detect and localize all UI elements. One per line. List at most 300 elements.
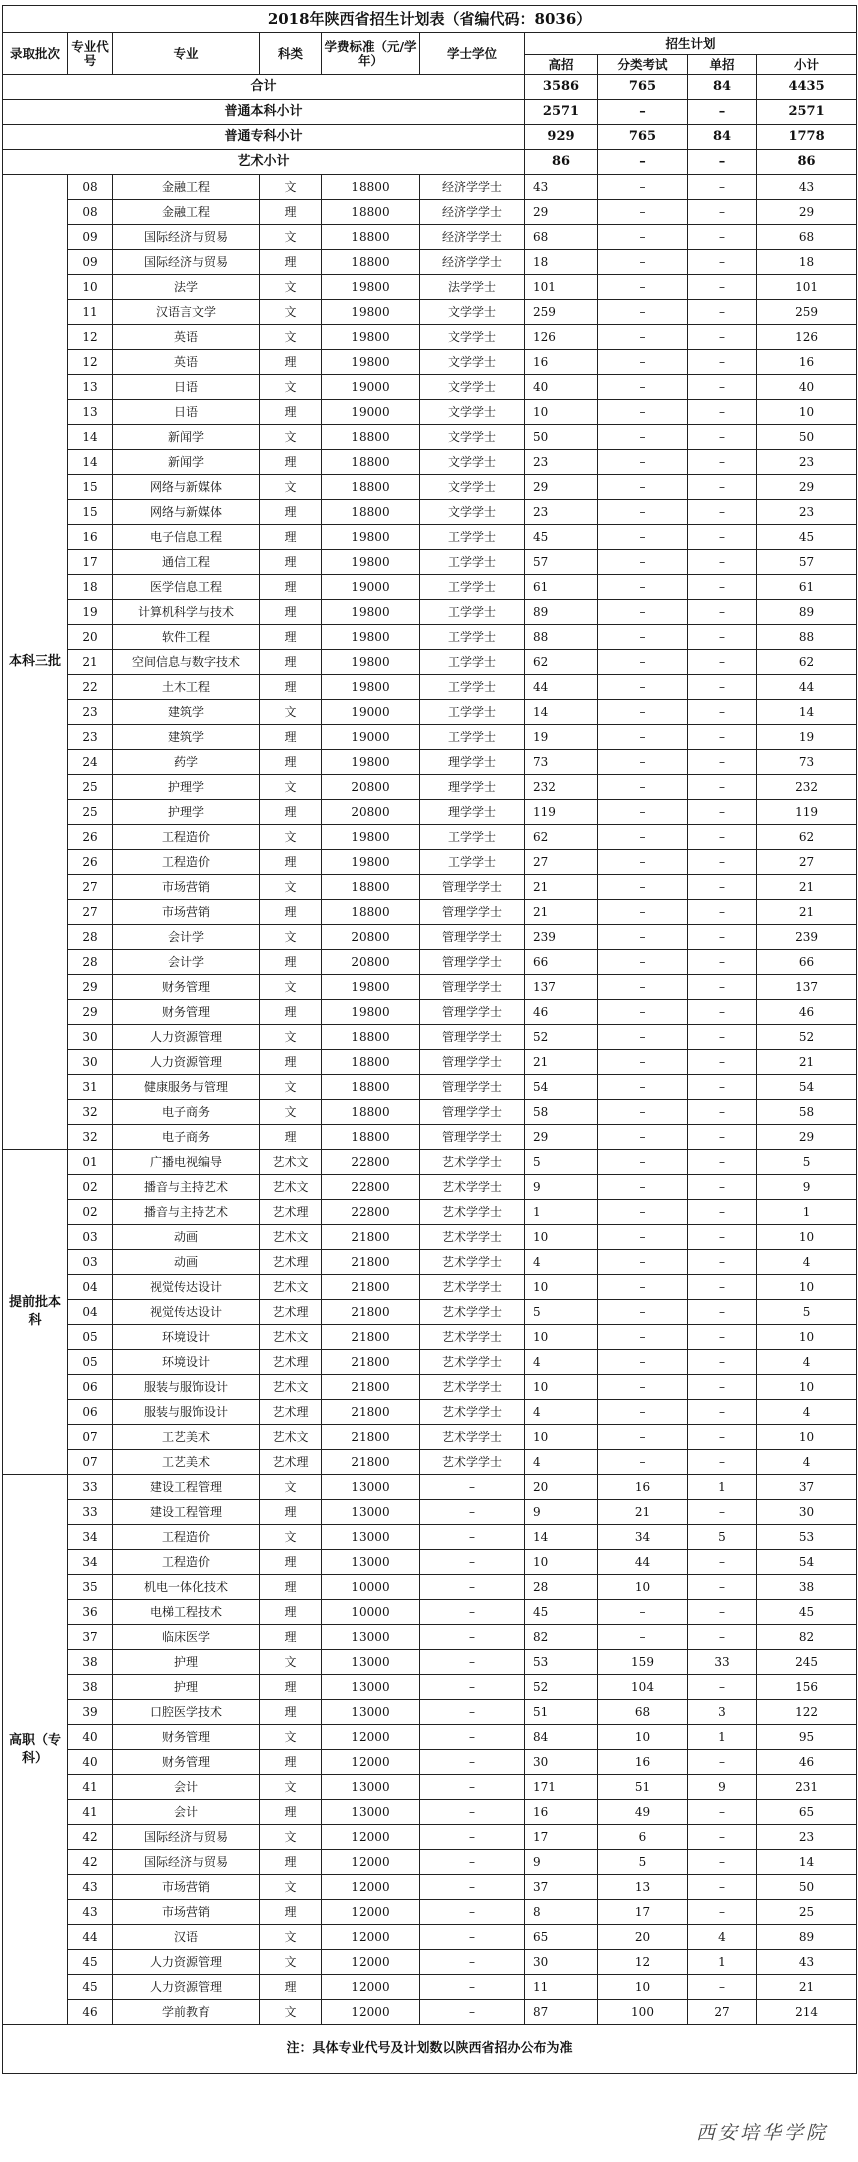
cell-fenlei: –	[598, 875, 688, 900]
table-row	[3, 950, 857, 975]
cell-fenlei: –	[598, 300, 688, 325]
cell-fenlei: –	[598, 1200, 688, 1225]
cell-gaozhao: 10	[525, 1275, 598, 1300]
cell-danzhao: –	[688, 825, 757, 850]
table-row	[3, 925, 857, 950]
table-row	[3, 1450, 857, 1475]
cell-danzhao: 3	[688, 1700, 757, 1725]
cell-subject: 理	[260, 500, 322, 525]
cell-gaozhao: 87	[525, 2000, 598, 2025]
cell-xiaoji: 62	[757, 650, 857, 675]
cell-fenlei: –	[598, 1025, 688, 1050]
cell-code: 05	[68, 1350, 113, 1375]
cell-major: 建筑学	[113, 725, 260, 750]
cell-danzhao: –	[688, 925, 757, 950]
cell-major: 市场营销	[113, 1900, 260, 1925]
cell-subject: 文	[260, 1775, 322, 1800]
table-row	[3, 1600, 857, 1625]
cell-fee: 12000	[322, 1900, 420, 1925]
cell-danzhao: –	[688, 575, 757, 600]
cell-degree: 经济学学士	[420, 200, 525, 225]
cell-degree: 管理学学士	[420, 1075, 525, 1100]
batch-cell: 提前批本科	[3, 1150, 68, 1475]
cell-fee: 21800	[322, 1425, 420, 1450]
cell-subject: 文	[260, 2000, 322, 2025]
cell-gaozhao: 5	[525, 1300, 598, 1325]
cell-xiaoji: 245	[757, 1650, 857, 1675]
header-degree: 学士学位	[420, 33, 525, 75]
summary-fenlei: –	[598, 100, 688, 125]
cell-subject: 文	[260, 700, 322, 725]
cell-fee: 21800	[322, 1350, 420, 1375]
cell-danzhao: –	[688, 750, 757, 775]
cell-gaozhao: 4	[525, 1250, 598, 1275]
cell-gaozhao: 45	[525, 1600, 598, 1625]
cell-subject: 理	[260, 1975, 322, 2000]
summary-gaozhao: 929	[525, 125, 598, 150]
cell-major: 口腔医学技术	[113, 1700, 260, 1725]
cell-degree: 工学学士	[420, 650, 525, 675]
cell-major: 建设工程管理	[113, 1500, 260, 1525]
summary-row	[3, 150, 857, 175]
cell-fenlei: –	[598, 500, 688, 525]
cell-code: 24	[68, 750, 113, 775]
cell-fenlei: –	[598, 1300, 688, 1325]
table-row	[3, 1350, 857, 1375]
cell-major: 学前教育	[113, 2000, 260, 2025]
cell-fee: 19800	[322, 650, 420, 675]
cell-subject: 文	[260, 1075, 322, 1100]
cell-code: 33	[68, 1500, 113, 1525]
cell-xiaoji: 89	[757, 1925, 857, 1950]
cell-code: 32	[68, 1100, 113, 1125]
cell-fenlei: –	[598, 675, 688, 700]
cell-gaozhao: 18	[525, 250, 598, 275]
cell-degree: 经济学学士	[420, 225, 525, 250]
cell-degree: 管理学学士	[420, 925, 525, 950]
cell-danzhao: –	[688, 1075, 757, 1100]
cell-subject: 艺术理	[260, 1450, 322, 1475]
cell-code: 38	[68, 1650, 113, 1675]
cell-fee: 12000	[322, 1850, 420, 1875]
cell-subject: 理	[260, 250, 322, 275]
cell-gaozhao: 62	[525, 650, 598, 675]
cell-xiaoji: 5	[757, 1300, 857, 1325]
cell-major: 广播电视编导	[113, 1150, 260, 1175]
cell-subject: 理	[260, 1750, 322, 1775]
cell-degree: –	[420, 1925, 525, 1950]
table-row	[3, 425, 857, 450]
cell-degree: –	[420, 1650, 525, 1675]
cell-gaozhao: 43	[525, 175, 598, 200]
cell-fee: 19800	[322, 975, 420, 1000]
cell-major: 电梯工程技术	[113, 1600, 260, 1625]
cell-danzhao: –	[688, 1300, 757, 1325]
cell-code: 45	[68, 1975, 113, 2000]
cell-danzhao: –	[688, 1975, 757, 2000]
table-row	[3, 400, 857, 425]
table-row	[3, 1325, 857, 1350]
cell-degree: 文学学士	[420, 350, 525, 375]
cell-fee: 21800	[322, 1325, 420, 1350]
cell-fee: 13000	[322, 1550, 420, 1575]
cell-fenlei: –	[598, 600, 688, 625]
cell-major: 财务管理	[113, 1000, 260, 1025]
cell-degree: –	[420, 1725, 525, 1750]
table-row	[3, 1525, 857, 1550]
cell-code: 09	[68, 250, 113, 275]
cell-subject: 文	[260, 875, 322, 900]
cell-subject: 文	[260, 825, 322, 850]
cell-major: 护理学	[113, 800, 260, 825]
cell-gaozhao: 57	[525, 550, 598, 575]
cell-fee: 19800	[322, 550, 420, 575]
cell-fenlei: –	[598, 575, 688, 600]
cell-danzhao: –	[688, 425, 757, 450]
cell-subject: 文	[260, 775, 322, 800]
cell-code: 02	[68, 1175, 113, 1200]
cell-xiaoji: 44	[757, 675, 857, 700]
cell-major: 药学	[113, 750, 260, 775]
cell-xiaoji: 4	[757, 1400, 857, 1425]
cell-code: 01	[68, 1150, 113, 1175]
table-row	[3, 375, 857, 400]
cell-danzhao: –	[688, 1200, 757, 1225]
cell-danzhao: –	[688, 1375, 757, 1400]
cell-major: 电子商务	[113, 1100, 260, 1125]
cell-fenlei: –	[598, 1275, 688, 1300]
cell-degree: 经济学学士	[420, 175, 525, 200]
table-row	[3, 1150, 857, 1175]
cell-danzhao: –	[688, 550, 757, 575]
cell-fee: 19800	[322, 675, 420, 700]
cell-danzhao: –	[688, 450, 757, 475]
table-row	[3, 2000, 857, 2025]
cell-fee: 19800	[322, 350, 420, 375]
cell-xiaoji: 61	[757, 575, 857, 600]
cell-gaozhao: 4	[525, 1450, 598, 1475]
cell-xiaoji: 10	[757, 1275, 857, 1300]
cell-danzhao: 1	[688, 1475, 757, 1500]
cell-danzhao: –	[688, 1425, 757, 1450]
cell-fee: 21800	[322, 1400, 420, 1425]
cell-subject: 文	[260, 325, 322, 350]
cell-code: 12	[68, 325, 113, 350]
header-subject: 科类	[260, 33, 322, 75]
cell-fee: 22800	[322, 1175, 420, 1200]
cell-degree: 艺术学学士	[420, 1150, 525, 1175]
header-danzhao: 单招	[688, 55, 757, 75]
cell-subject: 理	[260, 800, 322, 825]
cell-degree: 工学学士	[420, 700, 525, 725]
cell-subject: 理	[260, 900, 322, 925]
table-row	[3, 650, 857, 675]
cell-degree: 管理学学士	[420, 900, 525, 925]
table-row	[3, 1250, 857, 1275]
table-row	[3, 625, 857, 650]
cell-gaozhao: 29	[525, 200, 598, 225]
cell-gaozhao: 14	[525, 1525, 598, 1550]
cell-fenlei: –	[598, 225, 688, 250]
cell-xiaoji: 43	[757, 175, 857, 200]
cell-fee: 19800	[322, 850, 420, 875]
cell-subject: 理	[260, 1575, 322, 1600]
cell-danzhao: 4	[688, 1925, 757, 1950]
cell-code: 29	[68, 975, 113, 1000]
cell-danzhao: –	[688, 1900, 757, 1925]
cell-fenlei: –	[598, 1225, 688, 1250]
cell-xiaoji: 54	[757, 1550, 857, 1575]
cell-major: 电子信息工程	[113, 525, 260, 550]
cell-code: 23	[68, 700, 113, 725]
cell-danzhao: –	[688, 175, 757, 200]
table-row	[3, 1625, 857, 1650]
summary-label: 合计	[3, 75, 525, 100]
cell-gaozhao: 11	[525, 1975, 598, 2000]
cell-major: 服装与服饰设计	[113, 1375, 260, 1400]
cell-gaozhao: 30	[525, 1950, 598, 1975]
cell-subject: 理	[260, 1550, 322, 1575]
header-fenlei: 分类考试	[598, 55, 688, 75]
cell-xiaoji: 239	[757, 925, 857, 950]
cell-major: 护理	[113, 1650, 260, 1675]
cell-degree: 管理学学士	[420, 1000, 525, 1025]
table-row	[3, 1375, 857, 1400]
cell-danzhao: –	[688, 1100, 757, 1125]
cell-major: 临床医学	[113, 1625, 260, 1650]
cell-major: 播音与主持艺术	[113, 1200, 260, 1225]
cell-xiaoji: 38	[757, 1575, 857, 1600]
enrollment-plan-table	[2, 5, 857, 2074]
cell-fee: 21800	[322, 1300, 420, 1325]
cell-fee: 10000	[322, 1600, 420, 1625]
cell-xiaoji: 18	[757, 250, 857, 275]
cell-danzhao: –	[688, 1825, 757, 1850]
cell-degree: 工学学士	[420, 825, 525, 850]
cell-code: 15	[68, 500, 113, 525]
cell-fee: 22800	[322, 1200, 420, 1225]
summary-row	[3, 100, 857, 125]
cell-degree: 管理学学士	[420, 875, 525, 900]
cell-xiaoji: 58	[757, 1100, 857, 1125]
cell-code: 43	[68, 1875, 113, 1900]
cell-gaozhao: 21	[525, 1050, 598, 1075]
cell-degree: 文学学士	[420, 300, 525, 325]
cell-fenlei: –	[598, 625, 688, 650]
cell-xiaoji: 21	[757, 875, 857, 900]
cell-fenlei: –	[598, 275, 688, 300]
cell-fenlei: 51	[598, 1775, 688, 1800]
cell-code: 46	[68, 2000, 113, 2025]
header-gaozhao: 高招	[525, 55, 598, 75]
cell-degree: 艺术学学士	[420, 1400, 525, 1425]
cell-code: 22	[68, 675, 113, 700]
cell-code: 26	[68, 825, 113, 850]
cell-xiaoji: 25	[757, 1900, 857, 1925]
cell-major: 会计学	[113, 925, 260, 950]
cell-degree: 文学学士	[420, 400, 525, 425]
table-row	[3, 1900, 857, 1925]
cell-fee: 21800	[322, 1225, 420, 1250]
cell-degree: –	[420, 1625, 525, 1650]
cell-fee: 13000	[322, 1700, 420, 1725]
cell-major: 新闻学	[113, 425, 260, 450]
cell-fenlei: 10	[598, 1975, 688, 2000]
cell-fee: 12000	[322, 1950, 420, 1975]
cell-degree: –	[420, 1475, 525, 1500]
cell-code: 28	[68, 925, 113, 950]
cell-code: 09	[68, 225, 113, 250]
cell-danzhao: –	[688, 1000, 757, 1025]
cell-subject: 理	[260, 625, 322, 650]
cell-xiaoji: 45	[757, 1600, 857, 1625]
cell-fee: 18800	[322, 475, 420, 500]
cell-gaozhao: 232	[525, 775, 598, 800]
cell-danzhao: 1	[688, 1725, 757, 1750]
cell-fee: 19000	[322, 400, 420, 425]
cell-xiaoji: 231	[757, 1775, 857, 1800]
school-watermark: 西安培华学院	[696, 2122, 829, 2144]
cell-subject: 理	[260, 1600, 322, 1625]
table-row	[3, 1550, 857, 1575]
cell-fenlei: 6	[598, 1825, 688, 1850]
cell-fee: 13000	[322, 1525, 420, 1550]
cell-major: 视觉传达设计	[113, 1300, 260, 1325]
cell-degree: 经济学学士	[420, 250, 525, 275]
cell-major: 软件工程	[113, 625, 260, 650]
cell-degree: 工学学士	[420, 625, 525, 650]
table-row	[3, 325, 857, 350]
cell-gaozhao: 16	[525, 350, 598, 375]
cell-major: 播音与主持艺术	[113, 1175, 260, 1200]
cell-major: 英语	[113, 325, 260, 350]
cell-danzhao: –	[688, 1275, 757, 1300]
cell-major: 法学	[113, 275, 260, 300]
cell-danzhao: 1	[688, 1950, 757, 1975]
cell-fee: 18800	[322, 1125, 420, 1150]
cell-code: 08	[68, 200, 113, 225]
cell-code: 32	[68, 1125, 113, 1150]
cell-code: 42	[68, 1850, 113, 1875]
table-row	[3, 1975, 857, 2000]
table-row	[3, 1475, 857, 1500]
cell-code: 14	[68, 425, 113, 450]
cell-degree: –	[420, 1525, 525, 1550]
cell-danzhao: –	[688, 1175, 757, 1200]
cell-subject: 文	[260, 1950, 322, 1975]
cell-danzhao: –	[688, 1150, 757, 1175]
cell-degree: 管理学学士	[420, 1100, 525, 1125]
cell-xiaoji: 27	[757, 850, 857, 875]
cell-danzhao: –	[688, 800, 757, 825]
cell-subject: 文	[260, 275, 322, 300]
cell-major: 会计学	[113, 950, 260, 975]
cell-gaozhao: 21	[525, 900, 598, 925]
cell-subject: 艺术文	[260, 1325, 322, 1350]
table-row	[3, 800, 857, 825]
cell-fee: 22800	[322, 1150, 420, 1175]
cell-danzhao: 27	[688, 2000, 757, 2025]
cell-subject: 文	[260, 1650, 322, 1675]
cell-code: 15	[68, 475, 113, 500]
cell-fee: 20800	[322, 800, 420, 825]
cell-fee: 18800	[322, 200, 420, 225]
cell-code: 27	[68, 875, 113, 900]
cell-danzhao: –	[688, 525, 757, 550]
cell-fee: 19800	[322, 625, 420, 650]
cell-code: 40	[68, 1750, 113, 1775]
cell-fenlei: –	[598, 700, 688, 725]
cell-degree: –	[420, 1575, 525, 1600]
cell-fenlei: –	[598, 1100, 688, 1125]
summary-xiaoji: 2571	[757, 100, 857, 125]
table-row	[3, 500, 857, 525]
cell-xiaoji: 45	[757, 525, 857, 550]
cell-xiaoji: 50	[757, 1875, 857, 1900]
table-note: 注：具体专业代号及计划数以陕西省招办公布为准	[3, 2025, 857, 2074]
cell-major: 人力资源管理	[113, 1950, 260, 1975]
table-row	[3, 275, 857, 300]
cell-gaozhao: 4	[525, 1400, 598, 1425]
cell-code: 40	[68, 1725, 113, 1750]
cell-gaozhao: 29	[525, 475, 598, 500]
cell-xiaoji: 119	[757, 800, 857, 825]
cell-fenlei: –	[598, 850, 688, 875]
cell-subject: 理	[260, 1000, 322, 1025]
cell-subject: 理	[260, 450, 322, 475]
table-row	[3, 775, 857, 800]
header-batch: 录取批次	[3, 33, 68, 75]
cell-code: 08	[68, 175, 113, 200]
cell-danzhao: –	[688, 725, 757, 750]
cell-subject: 文	[260, 375, 322, 400]
cell-danzhao: –	[688, 1875, 757, 1900]
cell-xiaoji: 9	[757, 1175, 857, 1200]
cell-xiaoji: 14	[757, 700, 857, 725]
cell-subject: 文	[260, 975, 322, 1000]
cell-danzhao: –	[688, 1050, 757, 1075]
cell-major: 人力资源管理	[113, 1975, 260, 2000]
table-row	[3, 1825, 857, 1850]
cell-xiaoji: 4	[757, 1350, 857, 1375]
summary-gaozhao: 2571	[525, 100, 598, 125]
cell-danzhao: –	[688, 1400, 757, 1425]
cell-fee: 19000	[322, 375, 420, 400]
cell-xiaoji: 101	[757, 275, 857, 300]
cell-gaozhao: 10	[525, 1225, 598, 1250]
cell-fenlei: 16	[598, 1475, 688, 1500]
cell-subject: 艺术文	[260, 1150, 322, 1175]
cell-fenlei: 21	[598, 1500, 688, 1525]
summary-fenlei: 765	[598, 125, 688, 150]
cell-degree: –	[420, 1675, 525, 1700]
cell-gaozhao: 28	[525, 1575, 598, 1600]
cell-gaozhao: 45	[525, 525, 598, 550]
summary-label: 普通本科小计	[3, 100, 525, 125]
cell-major: 建筑学	[113, 700, 260, 725]
cell-fee: 19800	[322, 1000, 420, 1025]
cell-subject: 文	[260, 1875, 322, 1900]
cell-degree: –	[420, 1975, 525, 2000]
cell-code: 41	[68, 1775, 113, 1800]
cell-degree: 工学学士	[420, 550, 525, 575]
cell-subject: 文	[260, 425, 322, 450]
cell-fenlei: –	[598, 1600, 688, 1625]
cell-fenlei: –	[598, 400, 688, 425]
cell-code: 43	[68, 1900, 113, 1925]
cell-subject: 文	[260, 925, 322, 950]
cell-danzhao: –	[688, 1625, 757, 1650]
